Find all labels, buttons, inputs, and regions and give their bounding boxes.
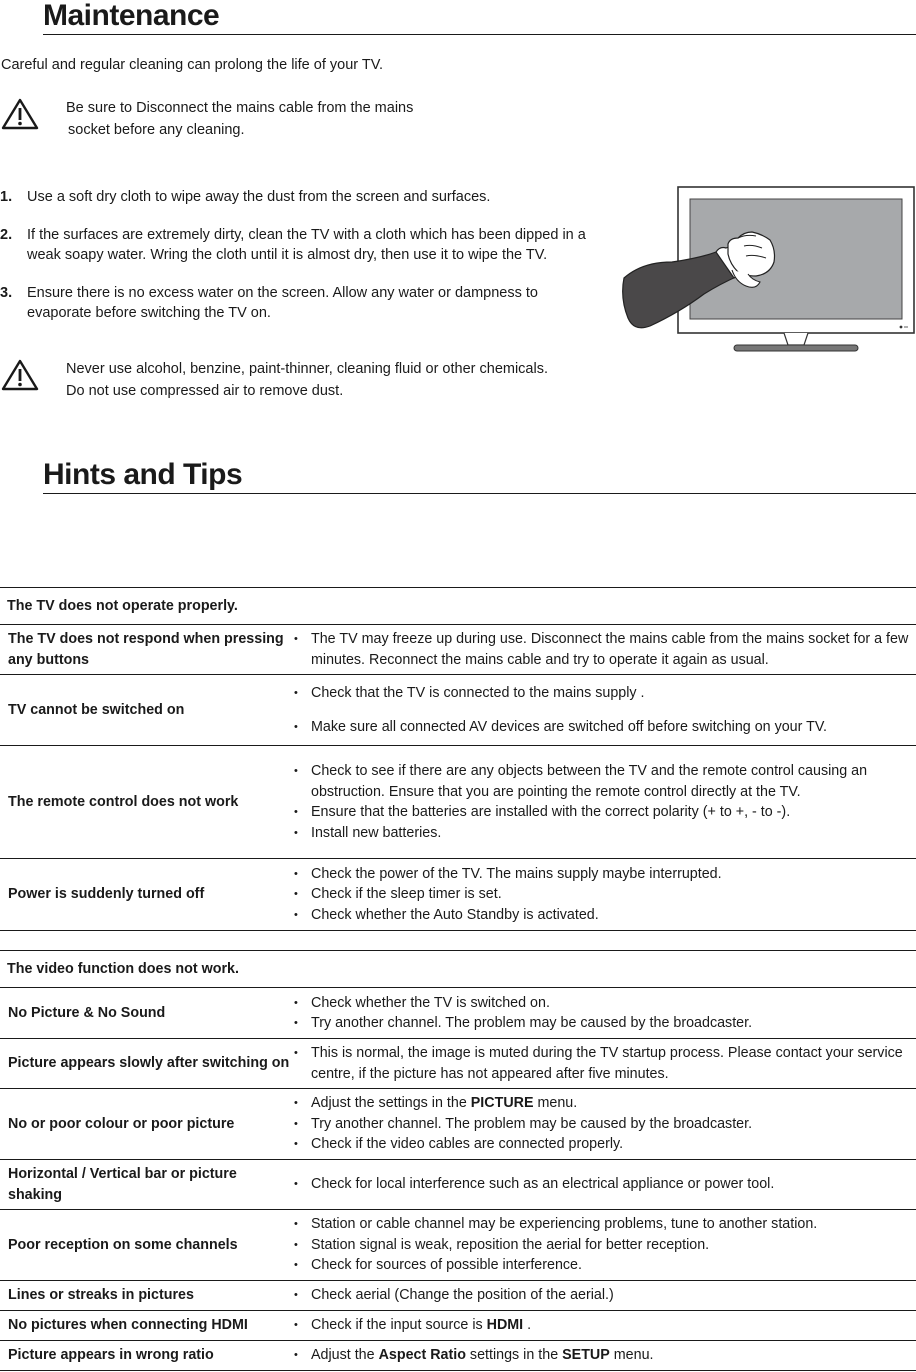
solution-text: Check if the input source is	[311, 1317, 487, 1334]
warning-line: Be sure to Disconnect the mains cable from the mains	[66, 100, 414, 116]
solution-item: • Check for local interference such as an electrical appliance or power tool.	[293, 1174, 916, 1195]
maintenance-intro: Careful and regular cleaning can prolong the life of your TV.	[1, 57, 384, 73]
table-row	[0, 1160, 916, 1210]
solution-cell	[293, 1341, 916, 1371]
warning-chemicals	[0, 358, 620, 404]
warning-icon	[0, 97, 40, 138]
warning-line: socket before any cleaning.	[68, 122, 245, 138]
solution-item: • Install new batteries.	[293, 823, 916, 844]
solution-cell	[293, 675, 916, 746]
problem-cell: TV cannot be switched on	[0, 675, 293, 746]
solution-item: • The TV may freeze up during use. Disconnect the mains cable from the mains socket for a few minutes. Reconnect the mains cable and try to operate it again as usual.	[293, 629, 916, 670]
solution-list	[293, 1174, 916, 1195]
solution-text: menu.	[609, 1347, 654, 1364]
troubleshooting-table-operation	[0, 587, 916, 931]
solution-item: • Check the power of the TV. The mains supply maybe interrupted.	[293, 864, 916, 885]
step-text: Use a soft dry cloth to wipe away the dust from the screen and surfaces.	[27, 189, 491, 205]
solution-item: • This is normal, the image is muted during the TV startup process. Please contact your service centre, if the picture has not appeared after five minutes.	[293, 1043, 916, 1084]
solution-item	[293, 1093, 916, 1114]
table-row	[0, 1210, 916, 1281]
keyword: PICTURE	[470, 1095, 534, 1112]
problem-cell: Picture appears slowly after switching on	[0, 1039, 293, 1089]
warning-line: Do not use compressed air to remove dust.	[66, 383, 344, 399]
table-row	[0, 1311, 916, 1341]
solution-item: • Check if the video cables are connected properly.	[293, 1134, 916, 1155]
table-row	[0, 625, 916, 675]
solution-item: • Station or cable channel may be experiencing problems, tune to another station.	[293, 1214, 916, 1235]
step-text: If the surfaces are extremely dirty, clean the TV with a cloth which has been dipped in a weak soapy water. Wring the cloth until it is almost dry, then use it to wipe the TV.	[27, 226, 586, 263]
solution-cell	[293, 859, 916, 931]
solution-list	[293, 1315, 916, 1336]
solution-cell	[293, 1089, 916, 1160]
step-item	[0, 225, 604, 266]
solution-item: • Try another channel. The problem may be caused by the broadcaster.	[293, 1114, 916, 1135]
problem-cell: The remote control does not work	[0, 746, 293, 859]
table-row	[0, 1039, 916, 1089]
table-row	[0, 859, 916, 931]
keyword: SETUP	[562, 1347, 610, 1364]
solution-cell	[293, 1160, 916, 1210]
solution-list	[293, 1345, 916, 1366]
solution-item: • Station signal is weak, reposition the aerial for better reception.	[293, 1235, 916, 1256]
solution-item: • Check if the sleep timer is set.	[293, 884, 916, 905]
step-item	[0, 283, 604, 324]
problem-cell: No pictures when connecting HDMI	[0, 1311, 293, 1341]
solution-list	[293, 993, 916, 1034]
tv-cleaning-illustration	[620, 186, 916, 365]
step-number: 3.	[0, 284, 13, 301]
step-item	[0, 187, 604, 208]
solution-item	[293, 1345, 916, 1366]
solution-cell	[293, 988, 916, 1039]
solution-item: • Check whether the Auto Standby is activated.	[293, 905, 916, 926]
problem-cell: Poor reception on some channels	[0, 1210, 293, 1281]
table-row	[0, 988, 916, 1039]
solution-item: • Check aerial (Change the position of the aerial.)	[293, 1285, 916, 1306]
step-text: Ensure there is no excess water on the screen. Allow any water or dampness to evaporate before switching the TV on.	[27, 284, 538, 321]
problem-cell: No or poor colour or poor picture	[0, 1089, 293, 1160]
table-row	[0, 1281, 916, 1311]
solution-cell	[293, 1281, 916, 1311]
solution-list	[293, 683, 916, 738]
solution-list	[293, 761, 916, 843]
troubleshooting-table-video	[0, 950, 916, 1371]
warning-icon	[0, 358, 40, 399]
solution-item: • Check whether the TV is switched on.	[293, 993, 916, 1014]
warning-line: Never use alcohol, benzine, paint-thinner, cleaning fluid or other chemicals.	[66, 361, 548, 377]
solution-cell	[293, 746, 916, 859]
solution-list	[293, 1214, 916, 1276]
solution-item: • Make sure all connected AV devices are switched off before switching on your TV.	[293, 717, 916, 738]
solution-item: • Check that the TV is connected to the mains supply .	[293, 683, 916, 704]
solution-text: Adjust the	[311, 1347, 379, 1364]
solution-list	[293, 1043, 916, 1084]
keyword: HDMI	[486, 1317, 524, 1334]
warning-disconnect	[0, 97, 620, 143]
problem-cell: No Picture & No Sound	[0, 988, 293, 1039]
section-heading: The video function does not work.	[0, 951, 916, 988]
table-row	[0, 1341, 916, 1371]
solution-list	[293, 1285, 916, 1306]
solution-text: menu.	[533, 1095, 578, 1112]
hints-title: Hints and Tips	[43, 459, 916, 494]
solution-cell	[293, 625, 916, 675]
problem-cell: Power is suddenly turned off	[0, 859, 293, 931]
solution-list	[293, 629, 916, 670]
solution-text: settings in the	[465, 1347, 563, 1364]
problem-cell: The TV does not respond when pressing any buttons	[0, 625, 293, 675]
solution-item	[293, 1315, 916, 1336]
solution-text: .	[523, 1317, 532, 1334]
solution-item: • Check to see if there are any objects between the TV and the remote control causing an obstruction. Ensure that you are pointing the remote control directly at the TV.	[293, 761, 916, 802]
problem-cell: Picture appears in wrong ratio	[0, 1341, 293, 1371]
solution-cell	[293, 1311, 916, 1341]
maintenance-title: Maintenance	[43, 0, 916, 35]
problem-cell: Horizontal / Vertical bar or picture shaking	[0, 1160, 293, 1210]
table-row	[0, 746, 916, 859]
solution-item: • Try another channel. The problem may be caused by the broadcaster.	[293, 1013, 916, 1034]
problem-cell: Lines or streaks in pictures	[0, 1281, 293, 1311]
solution-list	[293, 1093, 916, 1155]
solution-cell	[293, 1210, 916, 1281]
solution-cell	[293, 1039, 916, 1089]
keyword: Aspect Ratio	[378, 1347, 466, 1364]
step-number: 1.	[0, 189, 13, 205]
step-number: 2.	[0, 226, 13, 243]
table-row	[0, 675, 916, 746]
solution-item: • Ensure that the batteries are installed with the correct polarity (+ to +, - to -).	[293, 802, 916, 823]
solution-text: Adjust the settings in the	[311, 1095, 471, 1112]
table-row	[0, 1089, 916, 1160]
solution-list	[293, 864, 916, 926]
section-heading: The TV does not operate properly.	[0, 588, 916, 625]
cleaning-steps	[0, 187, 604, 341]
solution-item: • Check for sources of possible interference.	[293, 1255, 916, 1276]
